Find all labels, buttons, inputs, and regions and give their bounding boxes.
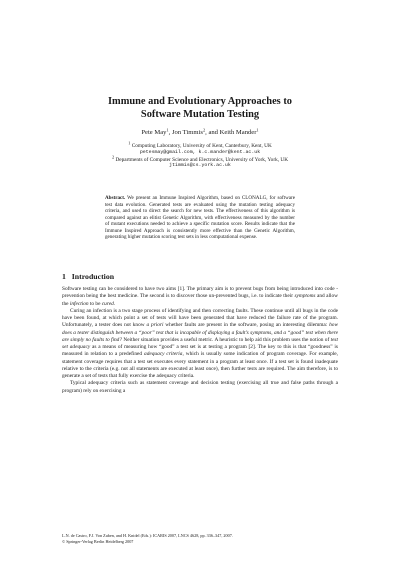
affiliation-mark: 1	[166, 127, 169, 133]
abstract	[105, 195, 295, 241]
abstract-label: Abstract.	[105, 195, 126, 201]
affiliation-mark: 2	[202, 127, 206, 133]
affiliation-mark: 2	[111, 154, 115, 160]
emphasis: infection	[69, 300, 89, 307]
text-run: and allow the	[62, 293, 338, 307]
affiliation-mark: 1	[256, 127, 259, 133]
text-run: whether faults are present in the software, posing an interesting dilemma:	[163, 322, 330, 329]
emphasis: a priori	[146, 322, 164, 329]
affiliations	[40, 140, 360, 170]
author-name: Jon Timmis	[171, 129, 203, 136]
affiliation-1	[40, 140, 360, 150]
emphasis: test set adequacy	[62, 336, 338, 350]
section-number: 1	[62, 272, 66, 281]
text-run: Software testing can be considered to have two aims [1]. The primary aim is to prevent bugs from being introduced into code - prevention being the best medicine. The second is to discover those un-prevented bugs, i.e. to indicate their	[62, 286, 338, 300]
affiliation-2-email: jtimmis@cs.york.ac.uk	[169, 163, 231, 169]
citation-line: L.N. de Castro, F.J. Von Zuben, and H. Knidel (Eds.): ICARIS 2007, LNCS 4628, pp. 336–347, 2007.	[62, 533, 233, 538]
affiliation-mark: 1	[128, 140, 131, 146]
text-run: Neither situation provides a useful metric. A heuristic to help aid this problem uses the notion of	[122, 336, 331, 343]
abstract-text: We present an Immune Inspired Algorithm, based on CLONALG, for software test data evolution. Generated tests are evaluated using the mutation testing adequacy criteria, and used to direct the search for new tests. The effectiveness of this algorithm is compared against an elitist Genetic Algorithm, with effectiveness measured by the number of mutant executions needed to achieve a specific mutation score. Results indicate that the Immune Inspired Approach is consistently more effective than the Genetic Algorithm, generating higher mutation scoring test sets in less computational expense.	[105, 195, 295, 240]
body-text	[62, 286, 338, 395]
paragraph-1	[62, 286, 338, 308]
text-run: .	[113, 300, 116, 307]
paper-title	[60, 95, 340, 121]
section-heading	[62, 272, 114, 281]
footer-citation	[62, 533, 338, 544]
author-name: Pete May	[141, 129, 167, 136]
text-run: as a means of measuring how “good” a test set is at testing a program [2]. The key to this is that “goodness” is measured in relation to a predefined	[62, 344, 338, 358]
author-name: and Keith Mander	[208, 129, 257, 136]
affiliation-1-emails: petesmay@gmail.com, k.c.mander@kent.ac.uk	[139, 149, 261, 155]
emphasis: adequacy criteria	[144, 351, 183, 358]
copyright-line: © Springer-Verlag Berlin Heidelberg 2007	[62, 538, 134, 544]
text-run: Curing an infection is a two stage process of identifying and then correcting faults. These continue until all bugs in the code have been found, at which point a set of tests will have been generated that have reduced the failure rate of the program. Unfortunately, a tester does not know	[62, 307, 338, 329]
title-line-1: Immune and Evolutionary Approaches to	[108, 96, 292, 107]
title-line-2: Software Mutation Testing	[140, 109, 260, 120]
affiliation-text: Departments of Computer Science and Electronics, University of York, York, UK	[115, 156, 289, 163]
emphasis: symptoms	[294, 293, 316, 300]
emphasis: cured	[101, 300, 114, 307]
emphasis: how does a tester distinguish between a “poor” test that is incapable of displaying a fault’s symptoms, and a “good” test when there are simply no faults to find?	[62, 322, 339, 343]
paragraph-3: Typical adequacy criteria such as statement coverage and decision testing (exercising all true and false paths through a program) rely on exercising a	[62, 380, 338, 394]
text-run: to be	[88, 300, 102, 307]
paragraph-2	[62, 308, 338, 381]
author-list: Pete May$^1$, Jon Timmis$^2$, and Keith Mander$^1$	[141, 127, 259, 136]
affiliation-text: Computing Laboratory, University of Kent, Canterbury, Kent, UK	[131, 143, 272, 149]
text-run: , which is usually some indication of program coverage. For example, statement coverage requires that a test set executes every statement in a program at least once. If a test set is found inadequate relative to the criteria (e.g. not all statements are executed at least once), then further tests are required. The aim therefore, is to generate a set of tests that fully exercise the adequacy criteria.	[62, 351, 339, 379]
section-title: Introduction	[71, 272, 115, 281]
